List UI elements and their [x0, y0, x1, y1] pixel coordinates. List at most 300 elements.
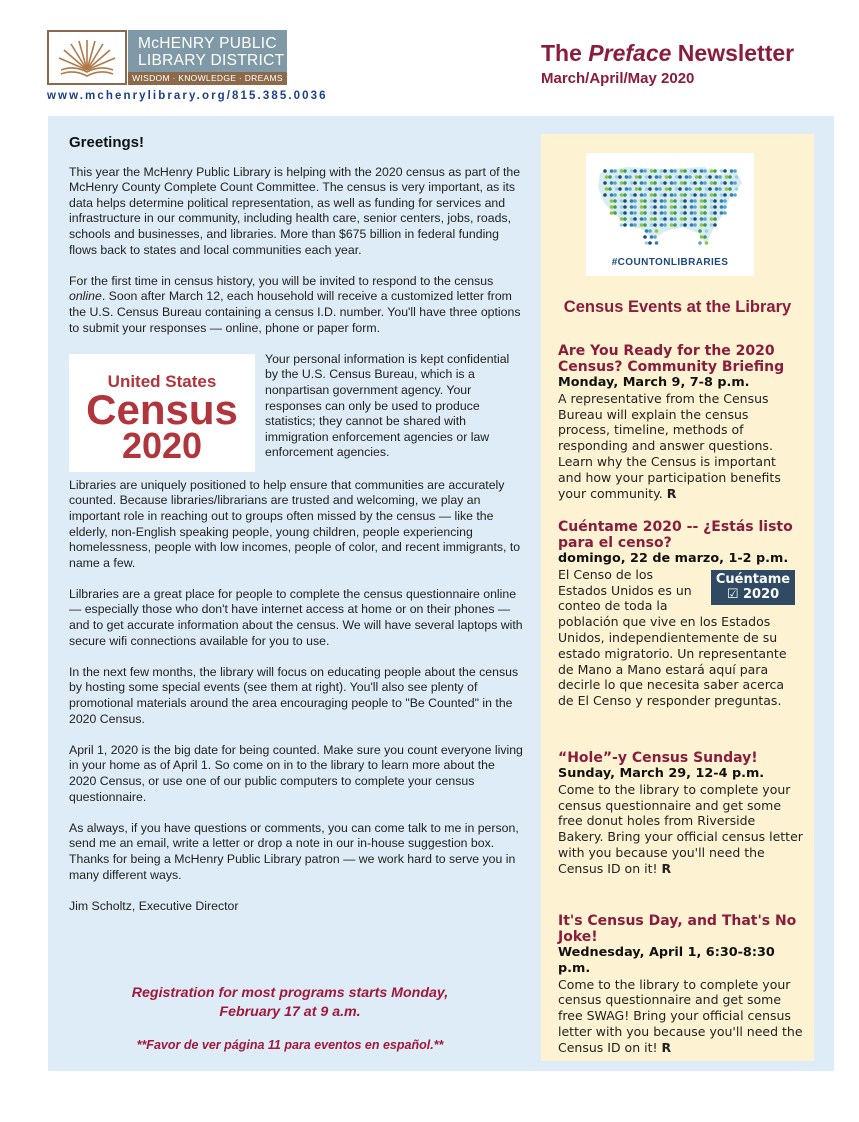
- map-person-dot: [648, 241, 652, 245]
- map-person-dot: [630, 193, 634, 197]
- map-person-dot: [643, 205, 647, 209]
- registration-line1: Registration for most programs starts Monday,: [131, 985, 449, 1001]
- map-person-dot: [608, 175, 612, 179]
- event-date: Wednesday, April 1, 6:30-8:30 p.m.: [558, 945, 775, 976]
- registration-note: [85, 984, 495, 1022]
- map-person-dot: [730, 193, 734, 197]
- map-person-dot: [653, 199, 657, 203]
- map-person-dot: [648, 175, 652, 179]
- map-person-dot: [700, 199, 704, 203]
- event-title: “Hole”-y Census Sunday!: [558, 750, 758, 766]
- map-person-dot: [653, 217, 657, 221]
- map-person-dot: [698, 175, 702, 179]
- event-description: [558, 782, 803, 877]
- map-person-dot: [645, 175, 649, 179]
- map-person-dot: [693, 223, 697, 227]
- map-person-dot: [705, 241, 709, 245]
- event-description: El Censo de los Estados Unidos es un conteo de toda la población que vive en los Estados Unidos, independientemente de su estado migratorio. Un representante de Mano a Mano estará aquí para decirle lo que necesita saber acerca de El Censo y responder preguntas.: [558, 566, 787, 709]
- map-person-dot: [605, 187, 609, 191]
- map-person-dot: [670, 181, 674, 185]
- map-person-dot: [610, 169, 614, 173]
- map-person-dot: [643, 193, 647, 197]
- map-person-dot: [690, 181, 694, 185]
- map-person-dot: [633, 217, 637, 221]
- map-person-dot: [673, 217, 677, 221]
- map-person-dot: [703, 181, 707, 185]
- map-person-dot: [735, 175, 739, 179]
- map-person-dot: [640, 217, 644, 221]
- map-person-dot: [663, 181, 667, 185]
- map-person-dot: [623, 199, 627, 203]
- map-person-dot: [633, 181, 637, 185]
- map-person-dot: [695, 175, 699, 179]
- map-person-dot: [683, 205, 687, 209]
- map-person-dot: [683, 223, 687, 227]
- map-person-dot: [663, 193, 667, 197]
- map-person-dot: [623, 169, 627, 173]
- map-person-dot: [673, 199, 677, 203]
- map-person-dot: [715, 175, 719, 179]
- para2-text-a: For the first time in census history, you will be invited to respond to the census: [69, 273, 494, 288]
- map-person-dot: [690, 193, 694, 197]
- map-person-dot: [643, 181, 647, 185]
- event-title: It's Census Day, and That's No Joke!: [558, 913, 797, 945]
- map-person-dot: [653, 193, 657, 197]
- map-person-dot: [733, 169, 737, 173]
- map-person-dot: [615, 175, 619, 179]
- map-person-dot: [680, 181, 684, 185]
- map-person-dot: [620, 193, 624, 197]
- map-person-dot: [723, 199, 727, 203]
- map-person-dot: [623, 181, 627, 185]
- event-desc-text: Come to the library to complete your census questionnaire and get some free donut holes from Riverside Bakery. Bring your official census letter with you because you'll need the Census ID on it!: [558, 781, 803, 876]
- map-person-dot: [713, 169, 717, 173]
- map-person-dot: [688, 175, 692, 179]
- map-person-dot: [723, 211, 727, 215]
- map-person-dot: [698, 241, 702, 245]
- map-person-dot: [633, 223, 637, 227]
- map-person-dot: [638, 187, 642, 191]
- map-person-dot: [620, 211, 624, 215]
- map-person-dot: [673, 205, 677, 209]
- map-person-dot: [710, 205, 714, 209]
- map-person-dot: [645, 241, 649, 245]
- event-title: Are You Ready for the 2020 Census? Community Briefing: [558, 343, 785, 375]
- map-person-dot: [618, 187, 622, 191]
- map-person-dot: [640, 199, 644, 203]
- spanish-note: **Favor de ver página 11 para eventos en español.**: [136, 1038, 444, 1052]
- map-person-dot: [610, 181, 614, 185]
- map-person-dot: [650, 199, 654, 203]
- map-person-dot: [653, 205, 657, 209]
- map-person-dot: [633, 169, 637, 173]
- map-person-dot: [623, 205, 627, 209]
- map-person-dot: [693, 217, 697, 221]
- map-person-dot: [690, 169, 694, 173]
- map-person-dot: [720, 181, 724, 185]
- map-person-dot: [683, 181, 687, 185]
- census-logo-line3: 2020: [121, 424, 203, 466]
- census-2020-logo: [69, 354, 255, 472]
- map-person-dot: [675, 187, 679, 191]
- map-person-dot: [663, 169, 667, 173]
- map-person-dot: [670, 199, 674, 203]
- map-person-dot: [720, 211, 724, 215]
- map-person-dot: [660, 199, 664, 203]
- map-person-dot: [633, 193, 637, 197]
- map-person-dot: [653, 211, 657, 215]
- map-person-dot: [613, 211, 617, 215]
- map-person-dot: [670, 193, 674, 197]
- map-person-dot: [693, 199, 697, 203]
- map-person-dot: [690, 223, 694, 227]
- map-person-dot: [723, 193, 727, 197]
- map-person-dot: [640, 223, 644, 227]
- paragraph-online-response: [69, 274, 524, 336]
- map-person-dot: [650, 223, 654, 227]
- map-person-dot: [670, 169, 674, 173]
- map-person-dot: [610, 211, 614, 215]
- map-person-dot: [703, 169, 707, 173]
- map-person-dot: [700, 205, 704, 209]
- event-desc-text: Come to the library to complete your census questionnaire and get some free SWAG! Bring your official census letter with you because you'll need the Census ID on it!: [558, 976, 803, 1055]
- para2-online: online: [69, 289, 102, 304]
- map-person-dot: [683, 211, 687, 215]
- map-person-dot: [693, 169, 697, 173]
- map-person-dot: [650, 211, 654, 215]
- map-person-dot: [733, 181, 737, 185]
- map-person-dot: [655, 229, 659, 233]
- map-person-dot: [660, 181, 664, 185]
- map-person-dot: [665, 187, 669, 191]
- map-person-dot: [693, 205, 697, 209]
- signature: Jim Scholtz, Executive Director: [69, 898, 239, 913]
- map-person-dot: [640, 205, 644, 209]
- map-person-dot: [663, 211, 667, 215]
- map-person-dot: [683, 217, 687, 221]
- map-person-dot: [728, 175, 732, 179]
- census-logo-line1: United States: [107, 371, 217, 391]
- map-person-dot: [700, 181, 704, 185]
- map-person-dot: [670, 217, 674, 221]
- map-person-dot: [613, 193, 617, 197]
- count-on-libraries-label: #COUNTONLIBRARIES: [611, 257, 729, 268]
- map-person-dot: [693, 193, 697, 197]
- map-person-dot: [620, 217, 624, 221]
- map-person-dot: [618, 175, 622, 179]
- map-person-dot: [705, 229, 709, 233]
- map-person-dot: [623, 211, 627, 215]
- map-person-dot: [635, 187, 639, 191]
- map-person-dot: [725, 175, 729, 179]
- map-person-dot: [643, 199, 647, 203]
- map-person-dot: [668, 187, 672, 191]
- map-person-dot: [723, 169, 727, 173]
- map-person-dot: [680, 205, 684, 209]
- map-person-dot: [713, 181, 717, 185]
- map-person-dot: [633, 199, 637, 203]
- map-person-dot: [723, 181, 727, 185]
- map-person-dot: [635, 175, 639, 179]
- map-person-dot: [725, 187, 729, 191]
- map-person-dot: [613, 169, 617, 173]
- map-person-dot: [643, 169, 647, 173]
- badge-line2: ☑ 2020: [726, 586, 780, 602]
- map-person-dot: [663, 199, 667, 203]
- map-person-dot: [683, 193, 687, 197]
- map-person-dot: [710, 223, 714, 227]
- map-person-dot: [698, 229, 702, 233]
- map-person-dot: [625, 175, 629, 179]
- map-person-dot: [630, 169, 634, 173]
- map-person-dot: [710, 217, 714, 221]
- map-person-dot: [670, 223, 674, 227]
- map-person-dot: [650, 193, 654, 197]
- map-person-dot: [653, 169, 657, 173]
- letter-column: [69, 135, 524, 930]
- map-person-dot: [705, 187, 709, 191]
- map-person-dot: [620, 205, 624, 209]
- map-person-dot: [683, 199, 687, 203]
- map-person-dot: [620, 181, 624, 185]
- events-heading: Census Events at the Library: [563, 298, 792, 316]
- registration-required-tag: R: [666, 485, 677, 501]
- map-person-dot: [660, 169, 664, 173]
- map-person-dot: [610, 199, 614, 203]
- map-person-dot: [633, 211, 637, 215]
- map-person-dot: [638, 175, 642, 179]
- map-person-dot: [608, 187, 612, 191]
- map-person-dot: [660, 217, 664, 221]
- map-person-dot: [673, 169, 677, 173]
- map-person-dot: [660, 193, 664, 197]
- event-date: domingo, 22 de marzo, 1-2 p.m.: [558, 551, 789, 566]
- map-person-dot: [700, 217, 704, 221]
- map-person-dot: [663, 205, 667, 209]
- map-person-dot: [658, 175, 662, 179]
- map-person-dot: [630, 211, 634, 215]
- map-person-dot: [658, 187, 662, 191]
- paragraph-confidentiality: Your personal information is kept confidential by the U.S. Census Bureau, which is a nonpartisan government agency. Your responses can only be used to produce statistics; they cannot be shared with immigration enforcement agencies or law enforcement agencies.: [265, 351, 510, 460]
- map-person-dot: [663, 217, 667, 221]
- map-person-dot: [695, 187, 699, 191]
- map-person-dot: [620, 223, 624, 227]
- map-person-dot: [685, 175, 689, 179]
- library-logo-icon: [47, 30, 127, 85]
- map-person-dot: [610, 193, 614, 197]
- map-person-dot: [710, 181, 714, 185]
- map-person-dot: [693, 211, 697, 215]
- map-person-dot: [645, 229, 649, 233]
- map-person-dot: [603, 181, 607, 185]
- map-person-dot: [623, 217, 627, 221]
- map-person-dot: [653, 181, 657, 185]
- map-person-dot: [690, 205, 694, 209]
- registration-line2: February 17 at 9 a.m.: [219, 1004, 361, 1020]
- map-person-dot: [675, 175, 679, 179]
- map-person-dot: [693, 181, 697, 185]
- map-person-dot: [715, 187, 719, 191]
- newsletter-title-prefix: The: [541, 40, 589, 66]
- greeting-heading: Greetings!: [69, 134, 145, 151]
- map-person-dot: [703, 211, 707, 215]
- map-person-dot: [723, 205, 727, 209]
- map-person-dot: [640, 193, 644, 197]
- map-person-dot: [700, 193, 704, 197]
- map-person-dot: [640, 181, 644, 185]
- newsletter-date: March/April/May 2020: [541, 70, 695, 87]
- map-person-dot: [643, 217, 647, 221]
- map-person-dot: [713, 217, 717, 221]
- map-person-dot: [643, 223, 647, 227]
- map-person-dot: [683, 169, 687, 173]
- library-tagline: WISDOM · KNOWLEDGE · DREAMS: [128, 72, 287, 85]
- map-person-dot: [630, 181, 634, 185]
- map-person-dot: [630, 199, 634, 203]
- map-person-dot: [703, 205, 707, 209]
- map-person-dot: [655, 187, 659, 191]
- map-person-dot: [710, 211, 714, 215]
- map-person-dot: [655, 241, 659, 245]
- map-person-dot: [703, 217, 707, 221]
- map-person-dot: [623, 223, 627, 227]
- event-cuentame: [558, 519, 803, 709]
- map-person-dot: [688, 187, 692, 191]
- map-person-dot: [673, 211, 677, 215]
- map-person-dot: [728, 187, 732, 191]
- map-person-dot: [730, 181, 734, 185]
- map-person-dot: [730, 169, 734, 173]
- map-person-dot: [670, 205, 674, 209]
- map-person-dot: [640, 169, 644, 173]
- library-name-line1: McHENRY PUBLIC: [138, 35, 277, 52]
- map-person-dot: [690, 211, 694, 215]
- map-person-dot: [633, 205, 637, 209]
- badge-line1: Cuéntame: [715, 571, 791, 587]
- map-person-dot: [628, 187, 632, 191]
- newsletter-title-italic: Preface: [588, 40, 672, 66]
- paragraph-events: In the next few months, the library will focus on educating people about the census by hosting some special events (see them at right). You'll also see plenty of promotional materials around the area encouraging people to "Be Counted" in the 2020 Census.: [69, 664, 519, 726]
- map-person-dot: [628, 175, 632, 179]
- event-holey-census-sunday: [558, 750, 803, 877]
- map-person-dot: [650, 169, 654, 173]
- map-person-dot: [685, 187, 689, 191]
- map-person-dot: [680, 199, 684, 203]
- map-person-dot: [610, 205, 614, 209]
- registration-required-tag: R: [661, 860, 672, 876]
- map-person-dot: [603, 193, 607, 197]
- map-person-dot: [678, 187, 682, 191]
- map-person-dot: [655, 175, 659, 179]
- map-person-dot: [660, 205, 664, 209]
- library-name-line2: LIBRARY DISTRICT: [138, 52, 285, 69]
- map-person-dot: [673, 223, 677, 227]
- map-person-dot: [678, 175, 682, 179]
- map-person-dot: [648, 187, 652, 191]
- event-census-day: [558, 913, 803, 1056]
- event-community-briefing: [558, 343, 803, 501]
- website-link[interactable]: www.mchenrylibrary.org/815.385.0036: [47, 90, 328, 102]
- map-person-dot: [650, 205, 654, 209]
- map-person-dot: [660, 223, 664, 227]
- count-on-libraries-map-icon: [586, 153, 754, 276]
- map-person-dot: [643, 235, 647, 239]
- map-person-dot: [645, 187, 649, 191]
- map-person-dot: [703, 223, 707, 227]
- map-person-dot: [680, 211, 684, 215]
- map-person-dot: [703, 193, 707, 197]
- map-person-dot: [700, 235, 704, 239]
- library-name: [128, 30, 287, 72]
- map-person-dot: [653, 235, 657, 239]
- map-person-dot: [650, 235, 654, 239]
- map-person-dot: [705, 175, 709, 179]
- paragraph-census-day: April 1, 2020 is the big date for being counted. Make sure you count everyone living in your home as of April 1. So come on in to the library to learn more about the 2020 Census, or use one of our public computers to complete your census questionnaire.: [69, 742, 523, 804]
- map-person-dot: [708, 175, 712, 179]
- map-person-dot: [700, 211, 704, 215]
- map-person-dot: [660, 211, 664, 215]
- map-person-dot: [670, 211, 674, 215]
- map-person-dot: [650, 181, 654, 185]
- map-person-dot: [613, 181, 617, 185]
- map-person-dot: [665, 175, 669, 179]
- census-logo-line2: Census: [86, 385, 238, 433]
- map-person-dot: [720, 199, 724, 203]
- para2-text-b: . Soon after March 12, each household will receive a customized letter from the U.S. Census Bureau containing a census I.D. number. You'll have three options to submit your responses — online, phone or paper form.: [69, 289, 521, 335]
- map-person-dot: [603, 169, 607, 173]
- map-person-dot: [710, 169, 714, 173]
- map-person-dot: [680, 169, 684, 173]
- paragraph-libraries-positioned: Libraries are uniquely positioned to help ensure that communities are accurately counted. Because libraries/librarians are trusted and welcoming, we play an important role in reaching out to groups often missed by the census — like the elderly, non-English speaking people, young children, people experiencing homelessness, people with low incomes, people of color, and recent immigrants, to name a few.: [69, 477, 521, 570]
- map-person-dot: [643, 211, 647, 215]
- event-description: [558, 391, 803, 502]
- map-person-dot: [668, 175, 672, 179]
- event-desc-text: A representative from the Census Bureau will explain the census process, timeline, methods of responding and answer questions. Learn why the Census is important and how your participation benefits your community.: [558, 390, 781, 501]
- map-person-dot: [613, 205, 617, 209]
- paragraph-census-intro: This year the McHenry Public Library is helping with the 2020 census as part of the McHenry County Complete Count Committee. The census is very important, as its data helps determine political representation, as well as funding for services and infrastructure in our community, including health care, senior centers, jobs, roads, schools and businesses, and libraries. More than $675 billion in federal funding flows back to states and local communities each year.: [69, 164, 521, 257]
- map-person-dot: [640, 211, 644, 215]
- map-person-dot: [653, 223, 657, 227]
- map-person-dot: [615, 187, 619, 191]
- map-person-dot: [680, 193, 684, 197]
- map-person-dot: [708, 187, 712, 191]
- event-date: Monday, March 9, 7-8 p.m.: [558, 375, 750, 390]
- map-person-dot: [620, 169, 624, 173]
- map-person-dot: [735, 187, 739, 191]
- map-person-dot: [718, 175, 722, 179]
- map-person-dot: [703, 235, 707, 239]
- newsletter-title: [541, 40, 794, 67]
- map-person-dot: [713, 193, 717, 197]
- map-person-dot: [623, 193, 627, 197]
- map-person-dot: [700, 223, 704, 227]
- map-person-dot: [630, 217, 634, 221]
- map-person-dot: [663, 223, 667, 227]
- map-person-dot: [605, 175, 609, 179]
- registration-required-tag: R: [661, 1039, 672, 1055]
- paragraph-questions: As always, if you have questions or comments, you can come talk to me in person, send me an email, write a letter or drop a note in our in-house suggestion box. Thanks for being a McHenry Public Library patron — we work hard to serve you in many different ways.: [69, 820, 519, 882]
- map-person-dot: [673, 193, 677, 197]
- map-person-dot: [700, 169, 704, 173]
- newsletter-title-suffix: Newsletter: [671, 40, 795, 66]
- map-person-dot: [713, 211, 717, 215]
- map-person-dot: [625, 187, 629, 191]
- map-person-dot: [648, 229, 652, 233]
- map-person-dot: [720, 205, 724, 209]
- map-person-dot: [690, 217, 694, 221]
- map-person-dot: [718, 187, 722, 191]
- map-person-dot: [650, 217, 654, 221]
